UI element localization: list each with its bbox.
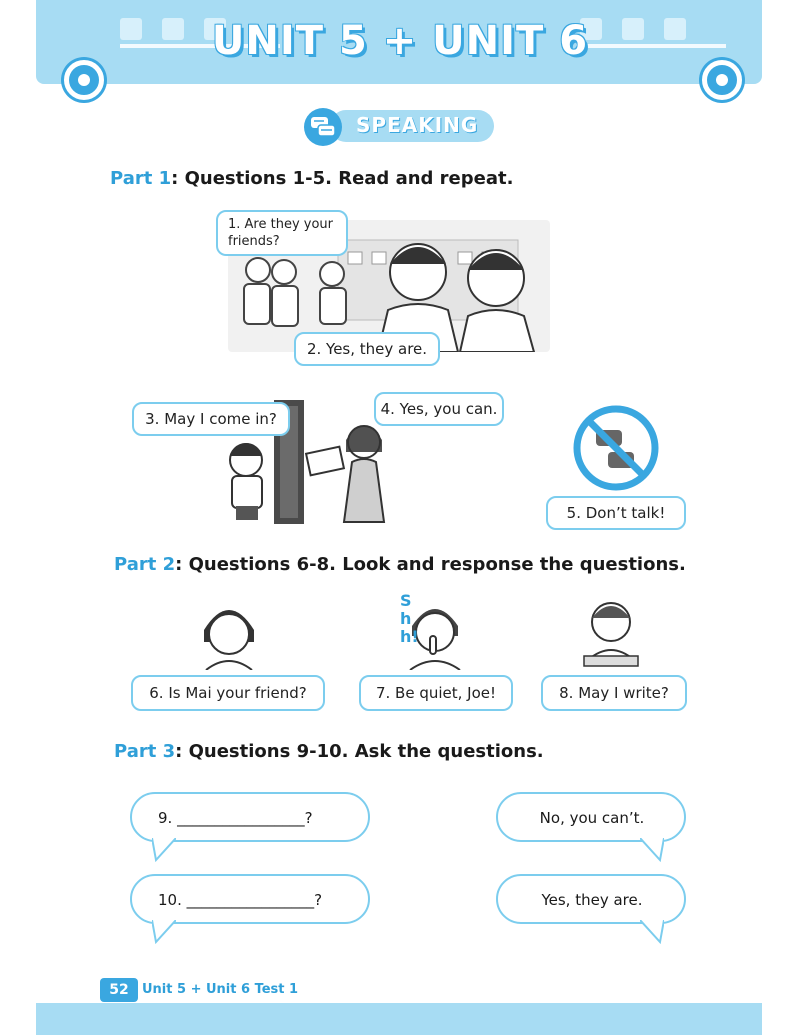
part3-instruction: : Questions 9-10. Ask the questions. — [175, 741, 544, 762]
question-1-bubble — [216, 210, 348, 256]
answer-2-bubble — [294, 332, 440, 366]
footer-label: Unit 5 + Unit 6 Test 1 — [142, 982, 299, 997]
question-8-text: 8. May I write? — [559, 684, 669, 702]
question-9-text: 9. _________________? — [158, 809, 313, 827]
part2-instruction: : Questions 6-8. Look and response the questions. — [175, 554, 686, 575]
part2-number: Part 2 — [114, 554, 176, 575]
question-6-text: 6. Is Mai your friend? — [149, 684, 307, 702]
speech-bubbles-icon — [304, 108, 342, 146]
answer-10-bubble — [496, 874, 686, 924]
bus-wheel-left — [64, 60, 104, 100]
question-3-text: 3. May I come in? — [145, 410, 277, 428]
question-6-box — [131, 675, 325, 711]
question-9-tail — [152, 838, 176, 866]
sign-5-bubble — [546, 496, 686, 530]
answer-9-tail — [640, 838, 664, 866]
question-3-bubble — [132, 402, 290, 436]
answer-10-tail — [640, 920, 664, 948]
part1-number: Part 1 — [110, 168, 172, 189]
writing-student-portrait — [580, 592, 642, 668]
mai-portrait — [196, 596, 262, 670]
question-8-box — [541, 675, 687, 711]
section-label: SPEAKING — [356, 113, 479, 137]
question-7-box — [359, 675, 513, 711]
footer-band — [36, 1003, 762, 1035]
part2-heading — [114, 554, 686, 575]
question-10-tail — [152, 920, 176, 948]
answer-9-bubble — [496, 792, 686, 842]
question-7-text: 7. Be quiet, Joe! — [375, 684, 497, 702]
question-9-bubble[interactable] — [130, 792, 370, 842]
answer-4-text: 4. Yes, you can. — [380, 400, 498, 418]
page-number: 52 — [100, 978, 138, 1002]
shh-text: Shh! — [400, 591, 419, 646]
question-10-bubble[interactable] — [130, 874, 370, 924]
no-talking-icon — [572, 404, 660, 492]
answer-9-text: No, you can’t. — [539, 809, 645, 827]
answer-4-bubble — [374, 392, 504, 426]
answer-2-text: 2. Yes, they are. — [306, 340, 428, 358]
part3-number: Part 3 — [114, 741, 176, 762]
bus-wheel-right — [702, 60, 742, 100]
part1-instruction: : Questions 1-5. Read and repeat. — [171, 168, 514, 189]
sign-5-text: 5. Don’t talk! — [566, 504, 666, 522]
question-10-text: 10. _________________? — [158, 891, 323, 909]
part1-heading — [110, 168, 513, 189]
part3-heading — [114, 741, 544, 762]
question-1-text: 1. Are they your friends? — [228, 217, 334, 249]
unit-title: UNIT 5 + UNIT 6 — [211, 18, 589, 64]
answer-10-text: Yes, they are. — [541, 891, 643, 909]
